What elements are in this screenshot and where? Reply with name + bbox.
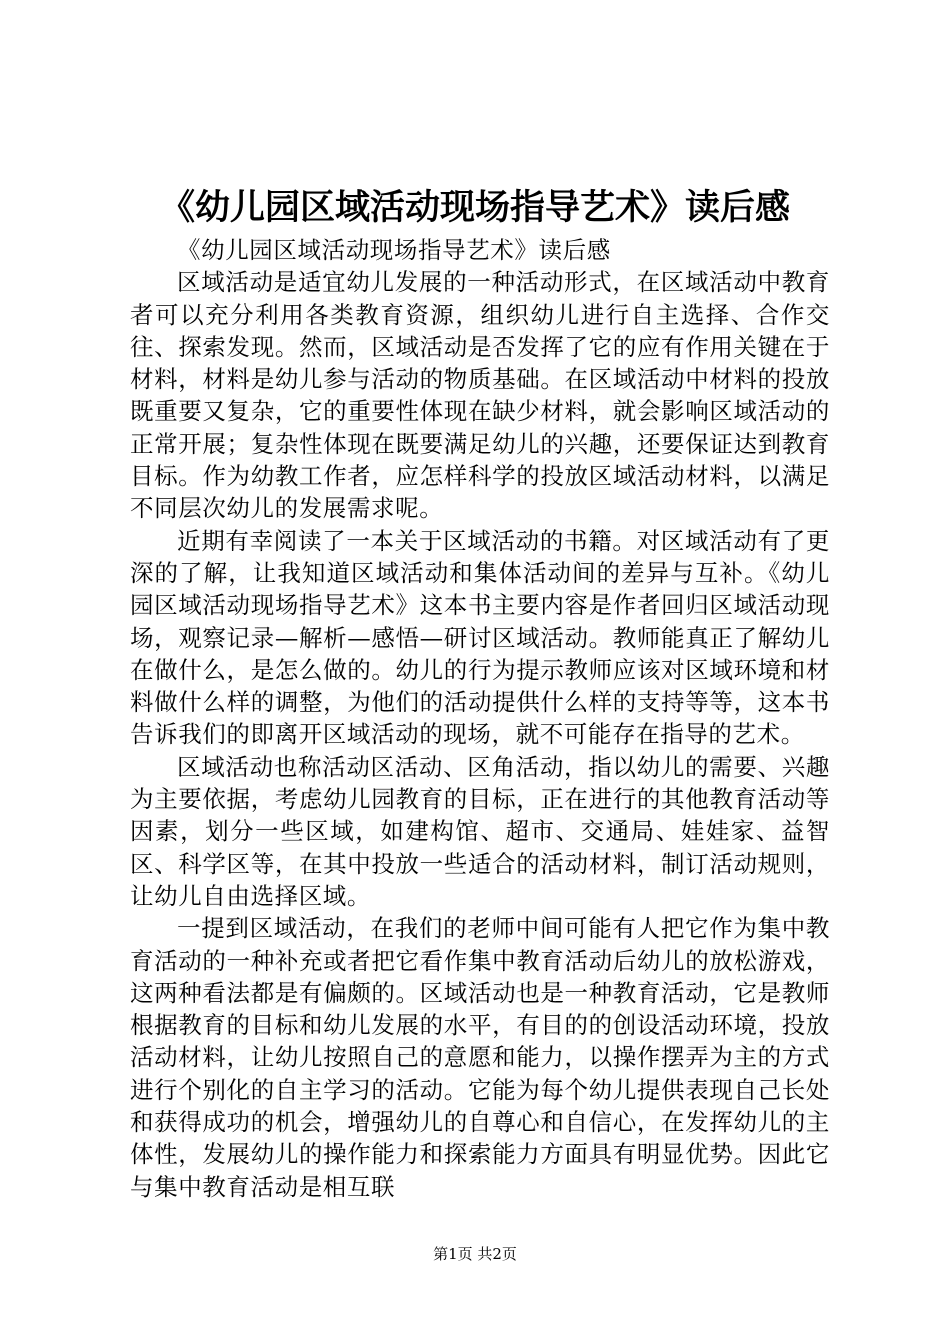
paragraph: 区域活动是适宜幼儿发展的一种活动形式，在区域活动中教育者可以充分利用各类教育资源，组织幼儿进行自主选择、合作交往、探索发现。然而，区域活动是否发挥了它的应有作用关键在于材料，材料是幼儿参与活动的物质基础。在区域活动中材料的投放既重要又复杂，它的重要性体现在缺少材料，就会影响区域活动的正常开展；复杂性体现在既要满足幼儿的兴趣，还要保证达到教育目标。作为幼教工作者，应怎样科学的投放区域活动材料，以满足不同层次幼儿的发展需求呢。 [130, 268, 830, 523]
paragraph: 区域活动也称活动区活动、区角活动，指以幼儿的需要、兴趣为主要依据，考虑幼儿园教育的目标，正在进行的其他教育活动等因素，划分一些区域，如建构馆、超市、交通局、娃娃家、益智区、科学区等，在其中投放一些适合的活动材料，制订活动规则，让幼儿自由选择区域。 [130, 752, 830, 910]
paragraph: 近期有幸阅读了一本关于区域活动的书籍。对区域活动有了更深的了解，让我知道区域活动和集体活动间的差异与互补。《幼儿园区域活动现场指导艺术》这本书主要内容是作者回归区域活动现场，观察记录—解析—感悟—研讨区域活动。教师能真正了解幼儿在做什么，是怎么做的。幼儿的行为提示教师应该对区域环境和材料做什么样的调整，为他们的活动提供什么样的支持等等，这本书告诉我们的即离开区域活动的现场，就不可能存在指导的艺术。 [130, 526, 830, 749]
document-body [130, 234, 830, 1203]
page-number-footer: 第1页 共2页 [433, 1245, 517, 1263]
document-title: 《幼儿园区域活动现场指导艺术》读后感 [159, 188, 790, 228]
paragraph: 一提到区域活动，在我们的老师中间可能有人把它作为集中教育活动的一种补充或者把它看作集中教育活动后幼儿的放松游戏，这两种看法都是有偏颇的。区域活动也是一种教育活动，它是教师根据教育的目标和幼儿发展的水平，有目的的创设活动环境，投放活动材料，让幼儿按照自己的意愿和能力，以操作摆弄为主的方式进行个别化的自主学习的活动。它能为每个幼儿提供表现自己长处和获得成功的机会，增强幼儿的自尊心和自信心，在发挥幼儿的主体性，发展幼儿的操作能力和探索能力方面具有明显优势。因此它与集中教育活动是相互联 [130, 914, 830, 1201]
paragraph-subtitle: 《幼儿园区域活动现场指导艺术》读后感 [177, 236, 611, 264]
